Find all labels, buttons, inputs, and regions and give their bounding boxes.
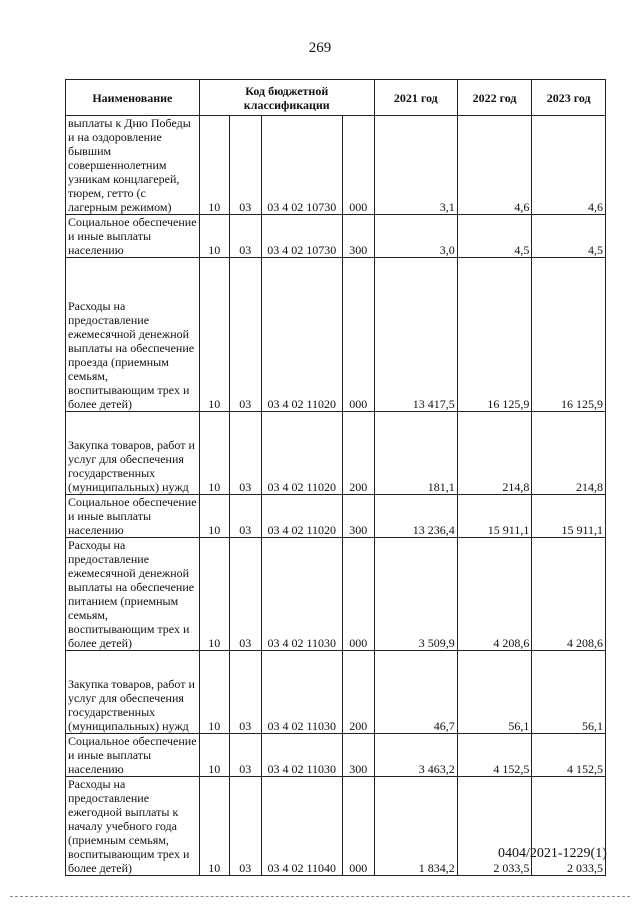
row-subsection-code: 03 [229,734,261,777]
row-subsection-code: 03 [229,495,261,538]
row-name: Закупка товаров, работ и услуг для обеспечения государственных (муниципальных) нужд [66,651,200,734]
row-target-article-code: 03 4 02 11030 [261,734,342,777]
row-name: Закупка товаров, работ и услуг для обеспечения государственных (муниципальных) нужд [66,412,200,495]
row-subsection-code: 03 [229,116,261,215]
row-value-2021: 181,1 [374,412,457,495]
row-expense-type-code: 300 [342,215,374,258]
row-value-2021: 1 834,2 [374,777,457,876]
row-section-code: 10 [199,734,229,777]
row-value-2023: 4 208,6 [532,538,606,651]
row-section-code: 10 [199,495,229,538]
header-2021: 2021 год [374,80,457,116]
header-2023: 2023 год [532,80,606,116]
table-header-row [66,80,606,116]
budget-table [65,79,606,876]
row-target-article-code: 03 4 02 11030 [261,538,342,651]
row-subsection-code: 03 [229,538,261,651]
row-expense-type-code: 300 [342,734,374,777]
row-expense-type-code: 000 [342,258,374,412]
row-subsection-code: 03 [229,215,261,258]
row-value-2021: 13 417,5 [374,258,457,412]
row-section-code: 10 [199,215,229,258]
table-row [66,116,606,215]
row-name: Социальное обеспечение и иные выплаты населению [66,495,200,538]
row-value-2021: 3,0 [374,215,457,258]
row-expense-type-code: 000 [342,538,374,651]
header-budget-code: Код бюджетной классификации [199,80,374,116]
row-value-2021: 3 509,9 [374,538,457,651]
row-target-article-code: 03 4 02 11020 [261,258,342,412]
row-section-code: 10 [199,777,229,876]
row-target-article-code: 03 4 02 10730 [261,215,342,258]
row-value-2022: 4 152,5 [457,734,532,777]
document-code: 0404/2021-1229(1) [498,846,607,861]
row-value-2023: 4 152,5 [532,734,606,777]
row-expense-type-code: 000 [342,777,374,876]
row-name: Расходы на предоставление ежегодной выплаты к началу учебного года (приемным семьям, воспитывающим трех и более детей) [66,777,200,876]
row-section-code: 10 [199,258,229,412]
row-target-article-code: 03 4 02 11040 [261,777,342,876]
bottom-divider [10,896,630,897]
row-section-code: 10 [199,412,229,495]
page-number: 269 [308,40,332,56]
row-section-code: 10 [199,651,229,734]
row-target-article-code: 03 4 02 10730 [261,116,342,215]
row-value-2023: 4,5 [532,215,606,258]
row-subsection-code: 03 [229,777,261,876]
row-value-2022: 56,1 [457,651,532,734]
row-name: выплаты к Дню Победы и на оздоровление бывшим совершеннолетним узникам концлагерей, тюрем, гетто (с лагерным режимом) [66,116,200,215]
row-value-2023: 16 125,9 [532,258,606,412]
row-value-2021: 13 236,4 [374,495,457,538]
row-expense-type-code: 200 [342,412,374,495]
row-value-2023: 2 033,5 [532,777,606,876]
row-subsection-code: 03 [229,258,261,412]
row-value-2021: 3,1 [374,116,457,215]
table-row [66,412,606,495]
row-value-2022: 2 033,5 [457,777,532,876]
row-expense-type-code: 300 [342,495,374,538]
table-row [66,258,606,412]
row-name: Расходы на предоставление ежемесячной денежной выплаты на обеспечение питанием (приемным семьям, воспитывающим трех и более детей) [66,538,200,651]
row-name: Социальное обеспечение и иные выплаты населению [66,215,200,258]
row-target-article-code: 03 4 02 11020 [261,495,342,538]
row-subsection-code: 03 [229,651,261,734]
row-target-article-code: 03 4 02 11030 [261,651,342,734]
row-expense-type-code: 200 [342,651,374,734]
row-value-2022: 4,5 [457,215,532,258]
row-value-2022: 4 208,6 [457,538,532,651]
table-row [66,538,606,651]
row-section-code: 10 [199,538,229,651]
row-value-2023: 214,8 [532,412,606,495]
row-value-2022: 4,6 [457,116,532,215]
row-name: Расходы на предоставление ежемесячной денежной выплаты на обеспечение проезда (приемным семьям, воспитывающим трех и более детей) [66,258,200,412]
row-section-code: 10 [199,116,229,215]
table-row [66,495,606,538]
row-value-2023: 4,6 [532,116,606,215]
row-target-article-code: 03 4 02 11020 [261,412,342,495]
row-value-2021: 3 463,2 [374,734,457,777]
table-row [66,734,606,777]
row-value-2022: 16 125,9 [457,258,532,412]
header-2022: 2022 год [457,80,532,116]
row-value-2023: 56,1 [532,651,606,734]
row-value-2021: 46,7 [374,651,457,734]
row-expense-type-code: 000 [342,116,374,215]
row-value-2022: 15 911,1 [457,495,532,538]
header-name: Наименование [66,80,200,116]
row-subsection-code: 03 [229,412,261,495]
table-row [66,215,606,258]
table-row [66,651,606,734]
row-name: Социальное обеспечение и иные выплаты населению [66,734,200,777]
row-value-2023: 15 911,1 [532,495,606,538]
row-value-2022: 214,8 [457,412,532,495]
